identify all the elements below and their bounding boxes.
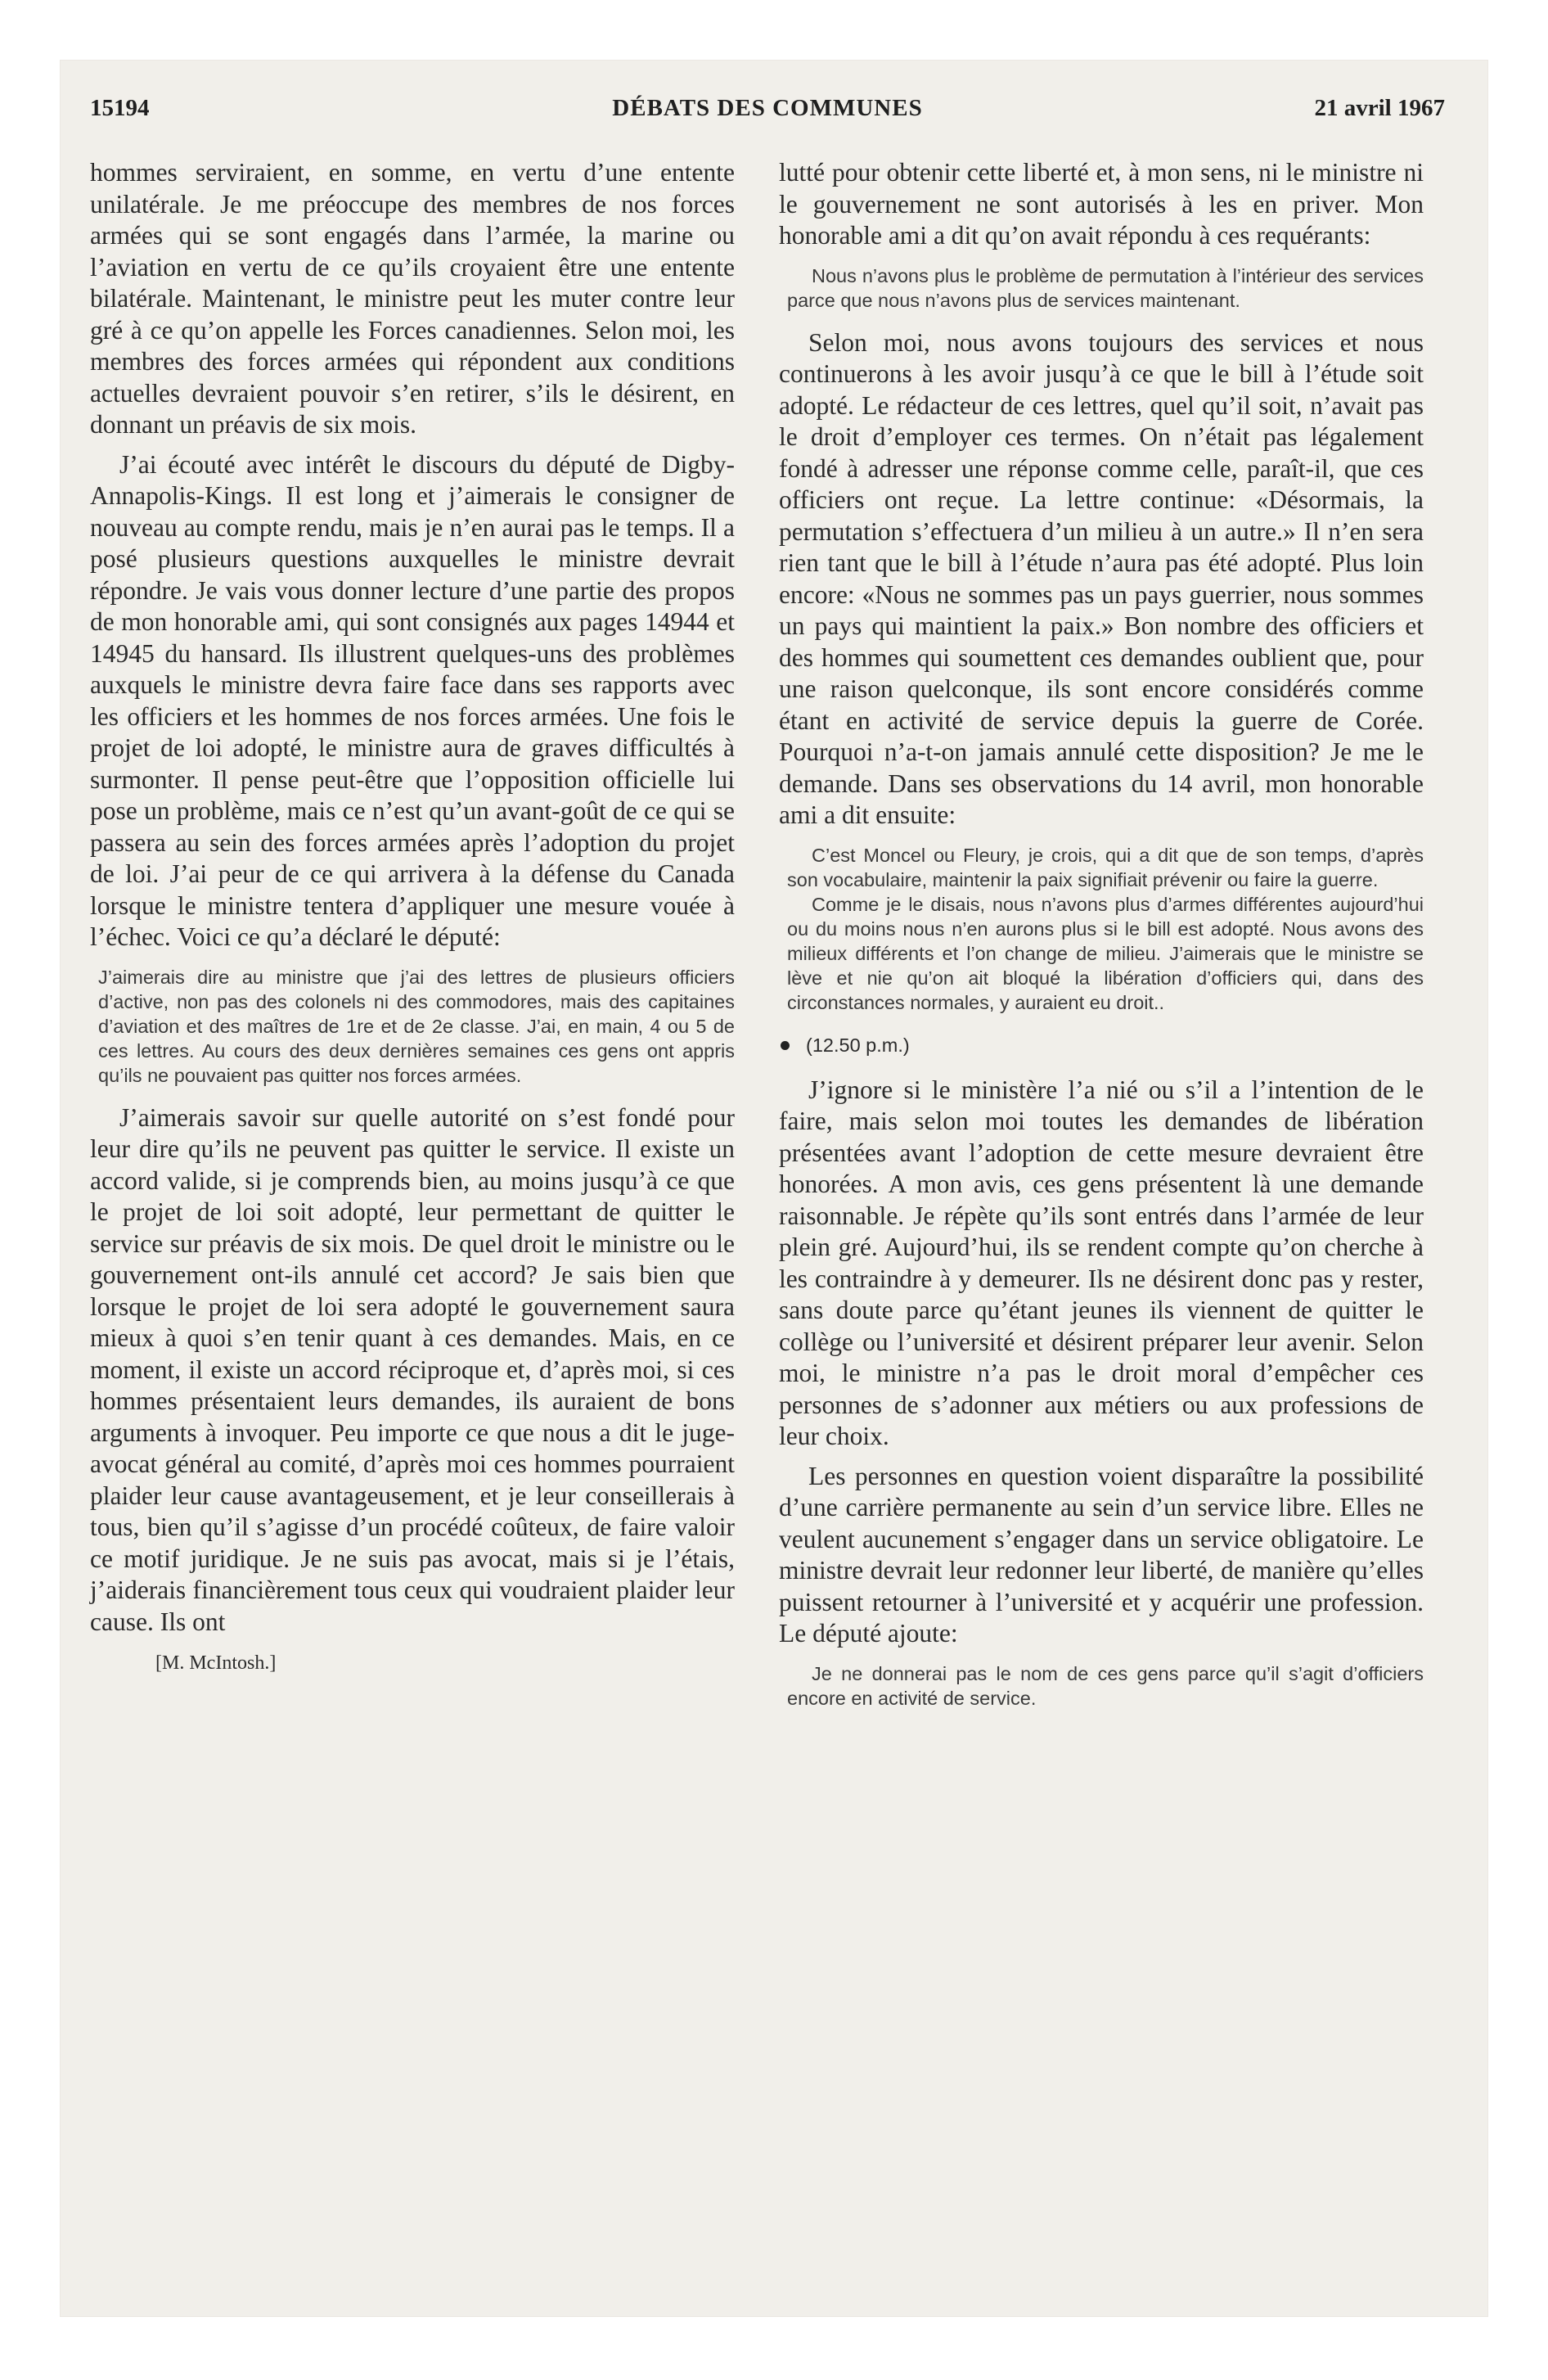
hansard-page [90,85,1445,1709]
paragraph: J’ai écouté avec intérêt le discours du député de Digby-Annapolis-Kings. Il est long et j’aimerais le consigner de nouveau au compte rendu, mais je n’en aurai pas le temps. Il a posé plusieurs questions auxquelles le ministre devrait répondre. Je vais vous donner lecture d’une partie des propos de mon honorable ami, qui sont consignés aux pages 14944 et 14945 du hansard. Ils illustrent quelques-uns des problèmes auxquels le ministre devra faire face dans ses rapports avec les officiers et les hommes de nos forces armées. Une fois le projet de loi adopté, le ministre aura de graves difficultés à surmonter. Il pense peut-être que l’opposition officielle lui pose un problème, mais ce n’est qu’un avant-goût de ce qui se passera au sein des forces armées après l’adoption du projet de loi. J’ai peur de ce qui arrivera à la défense du Canada lorsque le ministre tentera d’appliquer une mesure vouée à l’échec. Voici ce qu’a déclaré le député: [90,449,735,951]
block-quote: Nous n’avons plus le problème de permutation à l’intérieur des services parce que nous n’avons plus de services maintenant. [787,264,1424,311]
right-column [779,157,1424,1725]
page-number: 15194 [90,95,150,121]
paragraph: J’aimerais savoir sur quelle autorité on s’est fondé pour leur dire qu’ils ne peuvent pas quitter le service. Il existe un accord valide, si je comprends bien, au moins jusqu’à ce que le projet de loi soit adopté, leur permettant de quitter le service sur préavis de six mois. De quel droit le ministre ou le gouvernement ont-ils annulé cet accord? Je sais bien que lorsque le projet de loi sera adopté le gouvernement saura mieux à quoi s’en tenir quant à ces demandes. Mais, en ce moment, il existe un accord réciproque et, d’après moi, si ces hommes présentaient leurs demandes, ils auraient de bons arguments à invoquer. Peu importe ce que nous a dit le juge-avocat général au comité, d’après moi ces hommes pourraient plaider leur cause avantageusement, et je leur conseillerais à tous, bien qu’il s’agisse d’un procédé coûteux, de faire valoir ce motif juridique. Je ne suis pas avocat, mais si je l’étais, j’aiderais financièrement tous ceux qui voudraient plaider leur cause. Ils ont [90,1102,735,1636]
left-column [90,157,735,1675]
paragraph: hommes serviraient, en somme, en vertu d’une entente unilatérale. Je me préoccupe des membres de nos forces armées qui se sont engagés dans l’armée, la marine ou l’aviation en vertu de ce qu’ils croyaient être une entente bilatérale. Maintenant, le ministre peut les muter contre leur gré à ce qu’on appelle les Forces canadiennes. Selon moi, les membres des forces armées qui répondent aux conditions actuelles devraient pouvoir s’en retirer, s’ils le désirent, en donnant un préavis de six mois. [90,158,735,439]
page-date: 21 avril 1967 [1314,95,1445,121]
timestamp [779,1034,1424,1057]
publication-title: DÉBATS DES COMMUNES [612,95,923,121]
paragraph: J’ignore si le ministère l’a nié ou s’il a l’intention de le faire, mais selon moi toutes les demandes de libération présentées avant l’adoption de cette mesure devraient être honorées. A mon avis, ces gens présentent là une demande raisonnable. Je répète qu’ils sont entrés dans l’armée de leur plein gré. Aujourd’hui, ils se rendent compte qu’on cherche à les contraindre à y demeurer. Ils ne désirent donc pas y rester, sans doute parce qu’étant jeunes ils viennent de quitter le collège ou l’université et désirent préparer leur avenir. Selon moi, le ministre n’a pas le droit moral d’empêcher ces personnes de s’adonner aux métiers ou aux professions de leur choix. [779,1075,1424,1450]
block-quote: Je ne donnerai pas le nom de ces gens parce qu’il s’agit d’officiers encore en activité de service. [787,1662,1424,1709]
running-head [90,85,1445,134]
timestamp-text: (12.50 p.m.) [806,1034,910,1056]
bullet-icon [781,1041,790,1050]
block-quote: Comme je le disais, nous n’avons plus d’armes différentes aujourd’hui ou du moins nous n’en aurons plus si le bill est adopté. Nous avons des milieux différents et l’on change de milieu. J’aimerais que le ministre se lève et nie qu’on ait bloqué la libération d’officiers qui, dans des circonstances normales, y auraient eu droit.. [787,893,1424,1013]
block-quote: J’aimerais dire au ministre que j’ai des lettres de plusieurs officiers d’active, non pas des colonels ni des commodores, mais des capitaines d’aviation et des maîtres de 1re et de 2e classe. J’ai, en main, 4 ou 5 de ces lettres. Au cours des deux dernières semaines ces gens ont appris qu’ils ne pouvaient pas quitter nos forces armées. [98,966,735,1086]
speaker-attribution: [M. McIntosh.] [155,1652,277,1674]
paragraph: Les personnes en question voient disparaître la possibilité d’une carrière permanente au sein d’un service libre. Elles ne veulent aucunement s’engager dans un service obligatoire. Le ministre devrait leur redonner leur liberté, de manière qu’elles puissent retourner à l’université et y acquérir une profession. Le député ajoute: [779,1461,1424,1648]
paragraph: Selon moi, nous avons toujours des services et nous continuerons à les avoir jusqu’à ce que le bill à l’étude soit adopté. Le rédacteur de ces lettres, quel qu’il soit, n’avait pas le droit d’employer ces termes. On n’était pas légalement fondé à adresser une réponse comme celle, paraît-il, que ces officiers ont reçue. La lettre continue: «Désormais, la permutation s’effectuera d’un milieu à un autre.» Il n’en sera rien tant que le bill à l’étude n’aura pas été adopté. Plus loin encore: «Nous ne sommes pas un pays guerrier, nous sommes un pays qui maintient la paix.» Bon nombre des officiers et des hommes qui soumettent ces demandes oublient que, pour une raison quelconque, ils sont encore considérés comme étant en activité de service depuis la guerre de Corée. Pourquoi n’a-t-on jamais annulé cette disposition? Je me le demande. Dans ses observations du 14 avril, mon honorable ami a dit ensuite: [779,327,1424,829]
paragraph: lutté pour obtenir cette liberté et, à mon sens, ni le ministre ni le gouvernement ne sont autorisés à les en priver. Mon honorable ami a dit qu’on avait répondu à ces requérants: [779,158,1424,250]
block-quote: C’est Moncel ou Fleury, je crois, qui a dit que de son temps, d’après son vocabulaire, maintenir la paix signifiait prévenir ou faire la guerre. [787,844,1424,890]
